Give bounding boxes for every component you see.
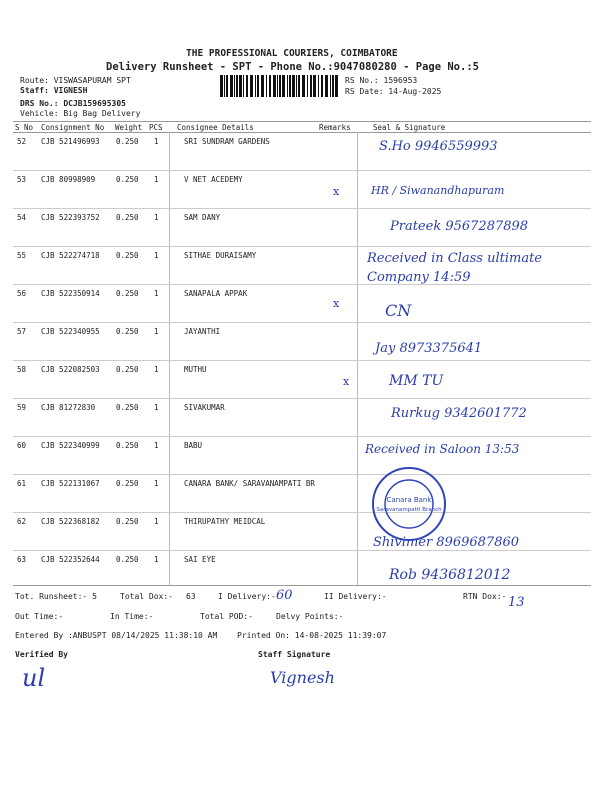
out-time: Out Time:- [15, 612, 64, 621]
consignment-number: CJB 522393752 [41, 213, 100, 222]
handwritten-signature: MM TU [389, 373, 444, 389]
consignment-number: CJB 522082503 [41, 365, 100, 374]
serial-number: 56 [17, 289, 27, 298]
barcode-bar [243, 75, 244, 97]
barcode-bar [269, 75, 271, 97]
barcode-bar [332, 75, 334, 97]
barcode-bar [226, 75, 228, 97]
weight: 0.250 [116, 479, 139, 488]
i-delivery-label: I Delivery:- [218, 592, 276, 601]
weight: 0.250 [116, 289, 139, 298]
tot-runsheet: Tot. Runsheet:- 5 [15, 592, 97, 601]
consignment-number: CJB 522368182 [41, 517, 100, 526]
barcode-bar [266, 75, 267, 97]
weight: 0.250 [116, 251, 139, 260]
consignee-name: JAYANTHI [184, 327, 221, 336]
weight: 0.250 [116, 403, 139, 412]
verified-by-label: Verified By [15, 650, 68, 659]
column-header: Consignment No [41, 123, 105, 132]
barcode-bar [273, 75, 276, 97]
total-pod: Total POD:- [200, 612, 253, 621]
pieces: 1 [154, 365, 159, 374]
barcode-bar [307, 75, 308, 97]
handwritten-signature: CN [385, 301, 412, 320]
pieces: 1 [154, 479, 159, 488]
weight: 0.250 [116, 213, 139, 222]
pieces: 1 [154, 251, 159, 260]
pieces: 1 [154, 213, 159, 222]
pieces: 1 [154, 517, 159, 526]
handwritten-signature: HR / Siwanandhapuram [371, 184, 505, 197]
barcode-bar [279, 75, 281, 97]
consignment-number: CJB 81272830 [41, 403, 96, 412]
weight: 0.250 [116, 555, 139, 564]
barcode-image [219, 75, 341, 97]
total-dox-label: Total Dox:- [120, 592, 173, 601]
consignment-number: CJB 522131067 [41, 479, 100, 488]
barcode-bar [313, 75, 316, 97]
serial-number: 53 [17, 175, 27, 184]
pieces: 1 [154, 555, 159, 564]
barcode-bar [325, 75, 328, 97]
consignment-number: CJB 522340999 [41, 441, 100, 450]
remark-mark: x [333, 297, 340, 310]
consignment-number: CJB 521496993 [41, 137, 100, 146]
remark-mark: x [343, 375, 350, 388]
serial-number: 54 [17, 213, 27, 222]
weight: 0.250 [116, 175, 139, 184]
serial-number: 57 [17, 327, 27, 336]
consignee-name: BABU [184, 441, 203, 450]
weight: 0.250 [116, 327, 139, 336]
barcode-bar [220, 75, 223, 97]
seal-line-2: Saravanampatti Branch [376, 507, 442, 513]
barcode-bar [292, 75, 295, 97]
barcode-bar [310, 75, 312, 97]
weight: 0.250 [116, 365, 139, 374]
consignment-number: CJB 522274718 [41, 251, 100, 260]
consignee-name: SANAPALA APPAK [184, 289, 248, 298]
rs-date: RS Date: 14-Aug-2025 [345, 87, 442, 96]
serial-number: 63 [17, 555, 27, 564]
handwritten-signature: Rob 9436812012 [389, 567, 511, 583]
barcode-bar [318, 75, 319, 97]
runsheet-table [13, 121, 591, 586]
vehicle-label: Vehicle: Big Bag Delivery [20, 109, 141, 118]
handwritten-signature: Jay 8973375641 [375, 341, 483, 356]
barcode-bar [230, 75, 233, 97]
pieces: 1 [154, 403, 159, 412]
handwritten-signature: Rurkug 9342601772 [391, 406, 527, 421]
barcode-bar [296, 75, 297, 97]
delvy-points: Delvy Points:- [276, 612, 344, 621]
consignment-number: CJB 80998909 [41, 175, 96, 184]
consignee-name: SAM DANY [184, 213, 221, 222]
staff-handwritten-signature: Vignesh [270, 668, 335, 687]
barcode-bar [257, 75, 259, 97]
drs-number: DRS No.: DCJB159695305 [20, 99, 126, 108]
barcode-bar [239, 75, 242, 97]
i-delivery-handwritten: 60 [276, 588, 293, 603]
pieces: 1 [154, 441, 159, 450]
total-dox-value: 63 [186, 592, 196, 601]
pieces: 1 [154, 289, 159, 298]
consignment-number: CJB 522352644 [41, 555, 100, 564]
column-header: Remarks [319, 123, 351, 132]
handwritten-signature: Prateek 9567287898 [390, 219, 529, 234]
consignee-name: SRI SUNDRAM GARDENS [184, 137, 270, 146]
column-header: Seal & Signature [373, 123, 446, 132]
barcode-bar [250, 75, 253, 97]
serial-number: 55 [17, 251, 27, 260]
pieces: 1 [154, 137, 159, 146]
entered-by: Entered By :ANBUSPT 08/14/2025 11:38:10 AM [15, 631, 218, 640]
bank-seal-stamp [369, 464, 449, 544]
document-title: THE PROFESSIONAL COURIERS, COIMBATORE [186, 48, 398, 59]
barcode-bar [261, 75, 264, 97]
handwritten-signature: Shivimer 8969687860 [373, 535, 520, 550]
consignee-name: V NET ACEDEMY [184, 175, 243, 184]
consignee-name: CANARA BANK/ SARAVANAMPATI BR [184, 479, 315, 488]
serial-number: 61 [17, 479, 27, 488]
staff-signature-label: Staff Signature [258, 650, 331, 659]
barcode-bar [255, 75, 256, 97]
weight: 0.250 [116, 517, 139, 526]
weight: 0.250 [116, 441, 139, 450]
barcode-bar [330, 75, 331, 97]
column-header: Weight [115, 123, 143, 132]
serial-number: 62 [17, 517, 27, 526]
barcode-bar [298, 75, 300, 97]
serial-number: 52 [17, 137, 27, 146]
serial-number: 58 [17, 365, 27, 374]
weight: 0.250 [116, 137, 139, 146]
pieces: 1 [154, 175, 159, 184]
column-header: Consignee Details [177, 123, 254, 132]
staff-label: Staff: VIGNESH [20, 86, 88, 95]
barcode-bar [287, 75, 288, 97]
consignee-name: MUTHU [184, 365, 207, 374]
serial-number: 59 [17, 403, 27, 412]
consignment-number: CJB 522350914 [41, 289, 100, 298]
barcode-bar [224, 75, 225, 97]
pieces: 1 [154, 327, 159, 336]
handwritten-signature: Received in Class ultimate Company 14:59 [367, 251, 543, 285]
remark-mark: x [333, 185, 340, 198]
barcode-bar [246, 75, 248, 97]
column-header: S No [15, 123, 34, 132]
handwritten-signature: S.Ho 9946559993 [379, 139, 498, 154]
handwritten-signature: Received in Saloon 13:53 [365, 442, 520, 456]
consignee-name: SIVAKUMAR [184, 403, 225, 412]
barcode-bar [335, 75, 338, 97]
in-time: In Time:- [110, 612, 154, 621]
serial-number: 60 [17, 441, 27, 450]
barcode-bar [321, 75, 323, 97]
consignment-number: CJB 522340955 [41, 327, 100, 336]
barcode-bar [236, 75, 238, 97]
barcode-bar [302, 75, 305, 97]
verifier-signature: ul [22, 664, 46, 692]
document-subtitle: Delivery Runsheet - SPT - Phone No.:9047080280 - Page No.:5 [106, 61, 479, 73]
ii-delivery-label: II Delivery:- [324, 592, 387, 601]
consignee-name: SAI EYE [184, 555, 216, 564]
seal-line-1: Canara Bank [386, 496, 432, 504]
rs-number: RS No.: 1596953 [345, 76, 418, 85]
barcode-bar [282, 75, 285, 97]
rtn-dox-label: RTN Dox:- [463, 592, 507, 601]
rtn-dox-handwritten: 13 [508, 595, 525, 610]
route-label: Route: VISWASAPURAM SPT [20, 76, 131, 85]
barcode-bar [234, 75, 235, 97]
barcode-bar [277, 75, 278, 97]
barcode-bar [289, 75, 291, 97]
printed-on: Printed On: 14-08-2025 11:39:07 [237, 631, 387, 640]
column-header: PCS [149, 123, 163, 132]
consignee-name: THIRUPATHY MEIDCAL [184, 517, 266, 526]
consignee-name: SITHAE DURAISAMY [184, 251, 257, 260]
